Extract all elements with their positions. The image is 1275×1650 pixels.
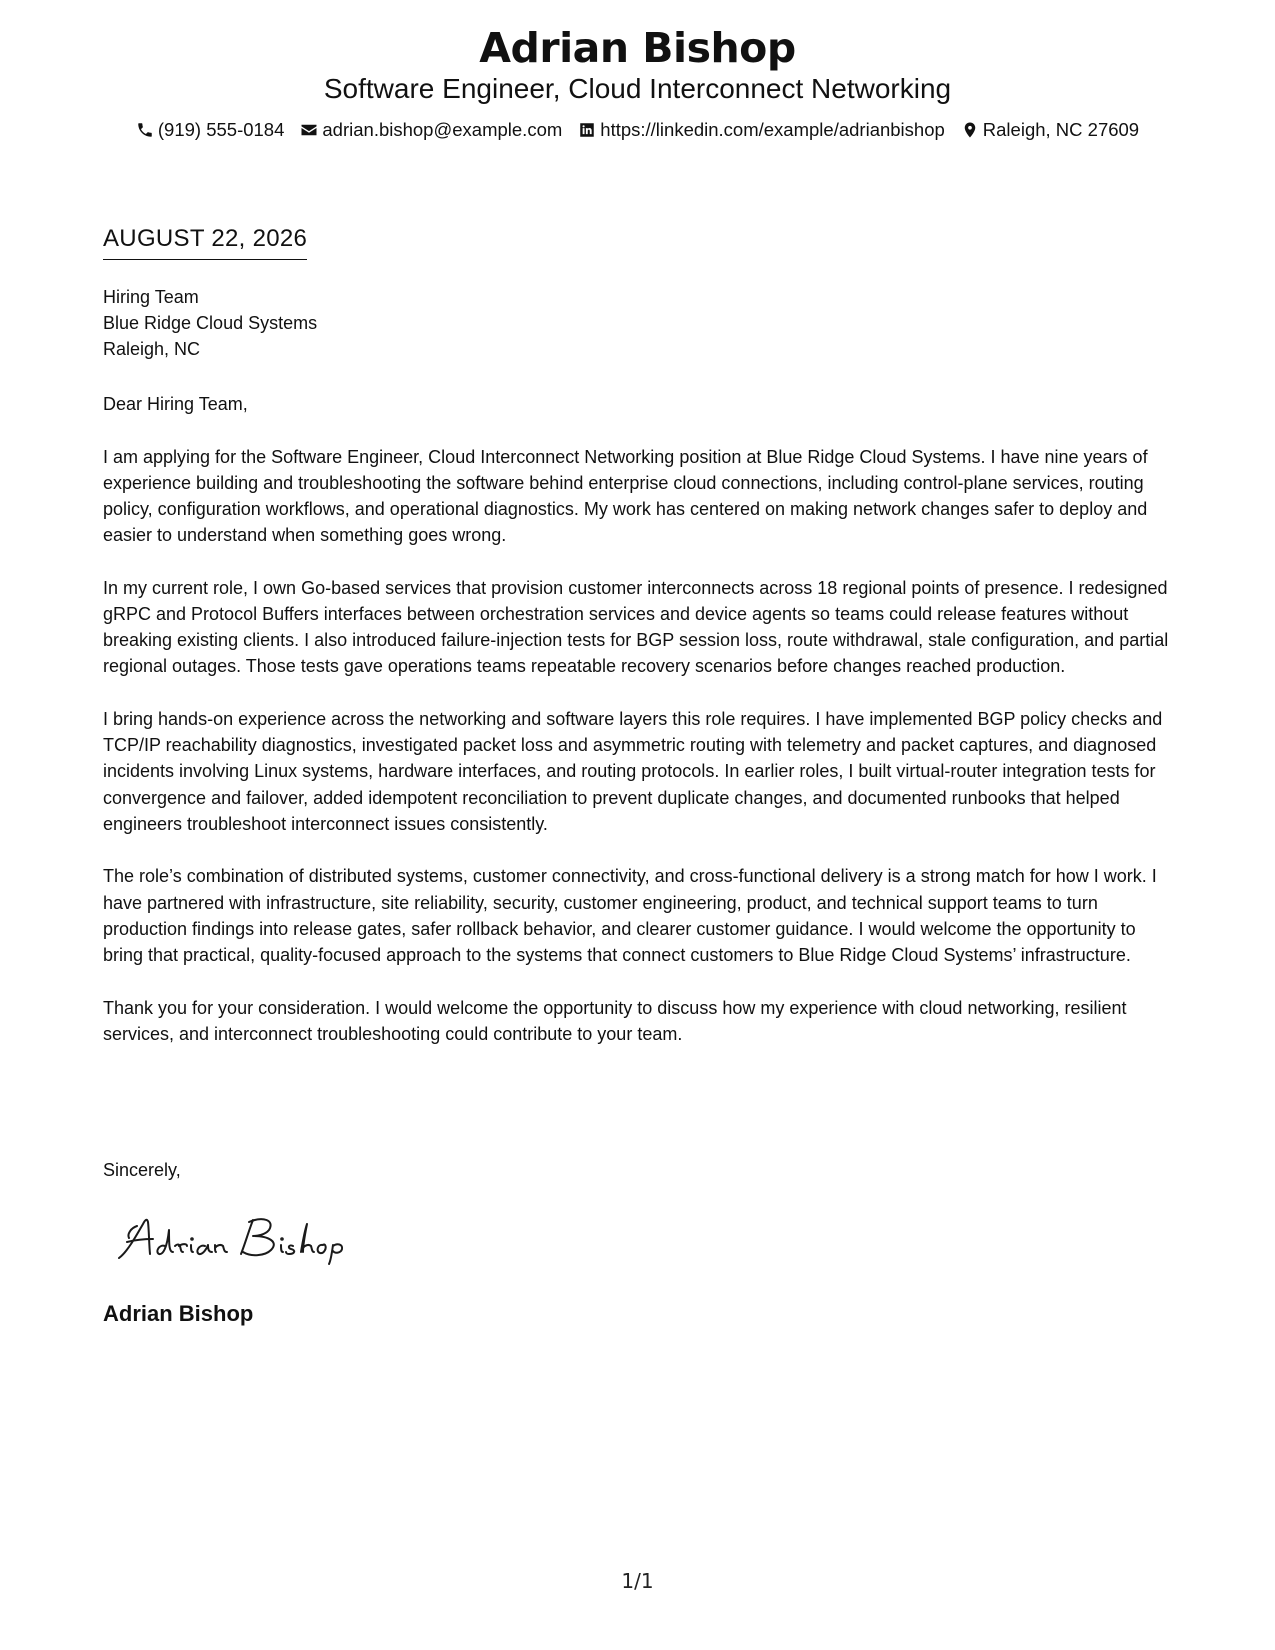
recipient-company: Blue Ridge Cloud Systems <box>103 313 318 333</box>
recipient-block <box>103 284 317 362</box>
signed-name: Adrian Bishop <box>103 1301 254 1326</box>
body-paragraph: I am applying for the Software Engineer, Cloud Interconnect Networking position at Blue Ridge Cloud Systems. I have nine years of experience building and troubleshooting the software behind enterprise cloud connections, including control-plane services, routing policy, configuration workflows, and operational diagnostics. My work has centered on making network changes safer to deploy and easier to understand when something goes wrong. <box>103 446 1148 546</box>
body-paragraph: I bring hands-on experience across the networking and software layers this role requires. I have implemented BGP policy checks and TCP/IP reachability diagnostics, investigated packet loss and asymmetric routing with telemetry and packet captures, and diagnosed incidents involving Linux systems, hardware interfaces, and routing protocols. In earlier roles, I built virtual-router integration tests for convergence and failover, added idempotent reconciliation to prevent duplicate changes, and documented runbooks that helped engineers troubleshoot interconnect issues consistently. <box>103 709 1163 834</box>
salutation: Dear Hiring Team, <box>103 394 248 414</box>
letter-header <box>0 22 1275 142</box>
contact-email[interactable] <box>300 118 562 142</box>
body-paragraph: Thank you for your consideration. I would welcome the opportunity to discuss how my experience with cloud networking, resilient services, and interconnect troubleshooting could contribute to your team. <box>103 997 1127 1044</box>
phone-text: (919) 555-0184 <box>157 119 285 140</box>
applicant-title: Software Engineer, Cloud Interconnect Networking <box>323 73 952 104</box>
envelope-icon <box>300 121 318 139</box>
linkedin-text[interactable]: https://linkedin.com/example/adrianbishop <box>600 119 945 140</box>
linkedin-icon <box>578 121 596 139</box>
closing: Sincerely, <box>103 1160 181 1180</box>
recipient-line: Hiring Team <box>103 287 199 307</box>
applicant-name: Adrian Bishop <box>479 24 796 72</box>
recipient-location: Raleigh, NC <box>103 339 201 359</box>
contact-phone <box>136 118 285 142</box>
map-pin-icon <box>961 121 979 139</box>
location-text: Raleigh, NC 27609 <box>982 119 1140 140</box>
contact-linkedin[interactable] <box>578 118 945 142</box>
body-paragraph: In my current role, I own Go-based services that provision customer interconnects across 18 regional points of presence. I redesigned gRPC and Protocol Buffers interfaces between orchestration services and device agents so teams could release features without breaking existing clients. I also introduced failure-injection tests for BGP session loss, route withdrawal, stale configuration, and partial regional outages. Those tests gave operations teams repeatable recovery scenarios before changes reached production. <box>103 577 1169 677</box>
letter-date: AUGUST 22, 2026 <box>103 224 307 260</box>
letter-body <box>103 391 1178 1073</box>
contact-location <box>961 118 1139 142</box>
phone-icon <box>136 121 154 139</box>
email-text[interactable]: adrian.bishop@example.com <box>322 119 563 140</box>
contact-bar <box>0 118 1275 142</box>
body-paragraph: The role’s combination of distributed systems, customer connectivity, and cross-functional delivery is a strong match for how I work. I have partnered with infrastructure, site reliability, security, customer engineering, product, and technical support teams to turn production findings into release gates, safer rollback behavior, and clearer customer guidance. I would welcome the opportunity to bring that practical, quality-focused approach to the systems that connect customers to Blue Ridge Cloud Systems’ infrastructure. <box>103 866 1157 966</box>
handwritten-signature <box>113 1208 353 1266</box>
page-number: 1/1 <box>621 1569 654 1593</box>
